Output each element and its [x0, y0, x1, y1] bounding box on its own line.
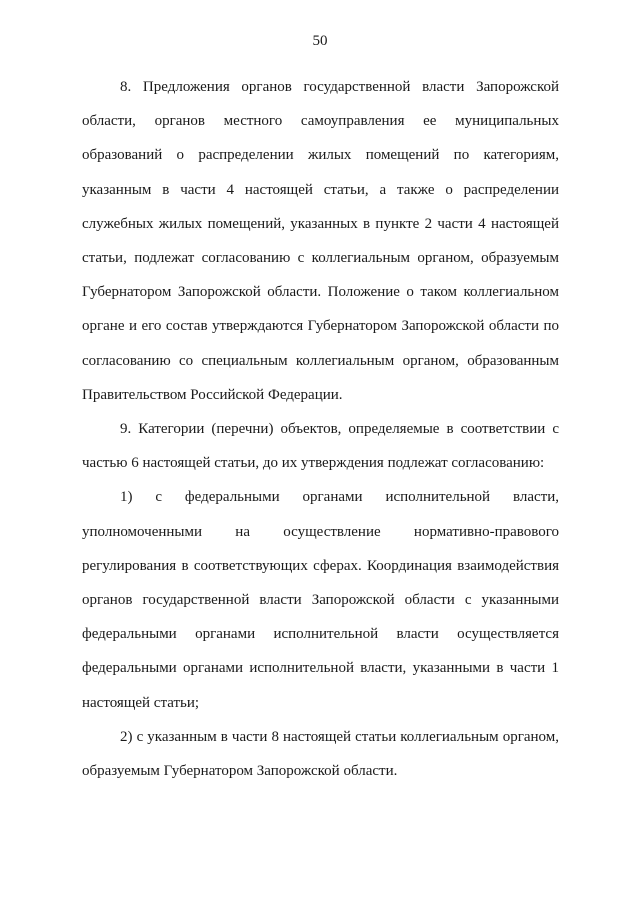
paragraph-item-8: 8. Предложения органов государственной власти Запорожской области, органов местного самоуправления ее муниципальных образований о распределении жилых помещений по категориям, указанным в части 4 настоящей статьи, а также о распределении служебных жилых помещений, указанных в пункте 2 части 4 настоящей статьи, подлежат согласованию с коллегиальным органом, образуемым Губернатором Запорожской области. Положение о таком коллегиальном органе и его состав утверждаются Губернатором Запорожской области по согласованию со специальным коллегиальным органом, образованным Правительством Российской Федерации. — [82, 79, 559, 403]
page-number: 50 — [312, 33, 328, 49]
paragraph-subitem-2: 2) с указанным в части 8 настоящей статьи коллегиальным органом, образуемым Губернатором Запорожской области. — [82, 728, 559, 780]
paragraph-item-9: 9. Категории (перечни) объектов, определяемые в соответствии с частью 6 настоящей статьи, до их утверждения подлежат согласованию: — [82, 421, 559, 472]
paragraph-subitem-1: 1) с федеральными органами исполнительной власти, уполномоченными на осуществление нормативно-правового регулирования в соответствующих сферах. Координация взаимодействия органов государственной власти Запорожской области с указанными федеральными органами исполнительной власти осуществляется федеральными органами исполнительной власти, указанными в части 1 настоящей статьи; — [82, 489, 559, 711]
document-body — [82, 70, 559, 788]
